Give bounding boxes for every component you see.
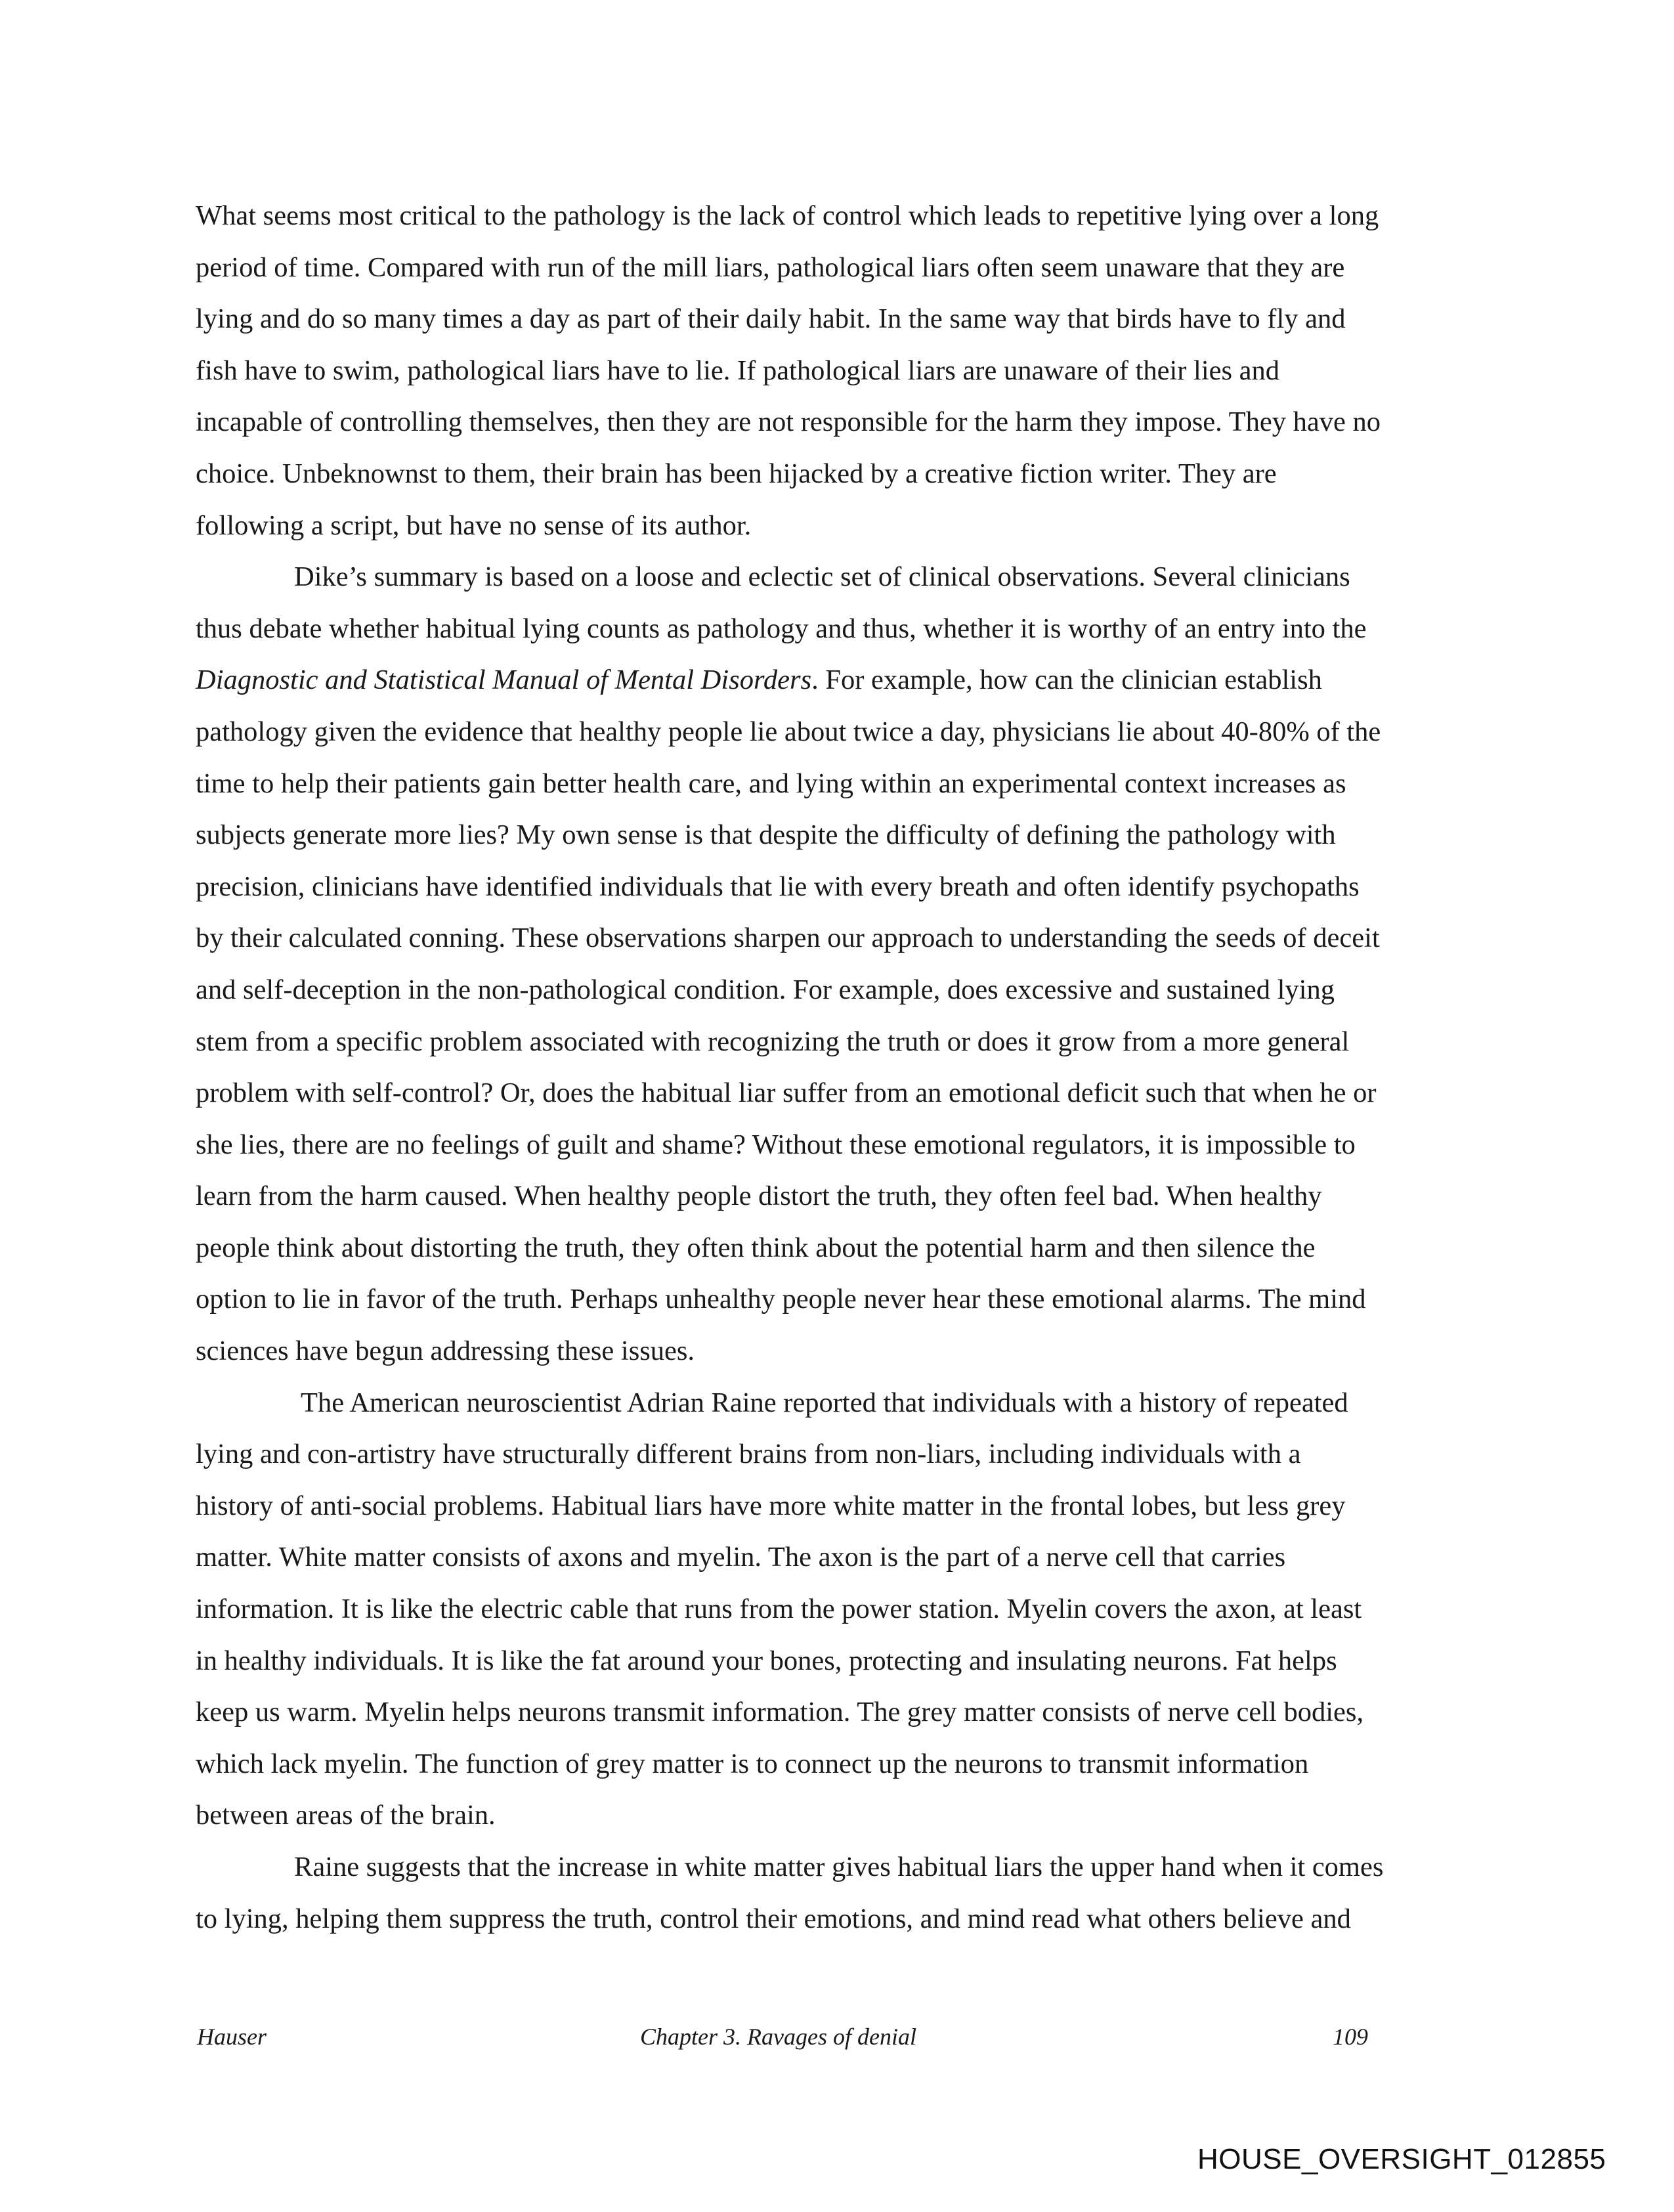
footer-page-number: 109 (1333, 2024, 1368, 2050)
text-line: keep us warm. Myelin helps neurons transmit information. The grey matter consists of nerve cell bodies, (196, 1697, 1364, 1728)
text-line: fish have to swim, pathological liars have to lie. If pathological liars are unaware of their lies and (196, 355, 1280, 386)
text-line: thus debate whether habitual lying counts as pathology and thus, whether it is worthy of an entry into the (196, 613, 1367, 644)
text-line: which lack myelin. The function of grey matter is to connect up the neurons to transmit information (196, 1748, 1309, 1779)
text-line: option to lie in favor of the truth. Perhaps unhealthy people never hear these emotional alarms. The mind (196, 1284, 1366, 1315)
text-line: problem with self-control? Or, does the habitual liar suffer from an emotional deficit such that when he or (196, 1077, 1377, 1109)
text-line: sciences have begun addressing these issues. (196, 1335, 695, 1367)
text-line: The American neuroscientist Adrian Raine reported that individuals with a history of repeated (301, 1387, 1348, 1418)
body-text (196, 190, 1482, 1945)
text-line (196, 655, 1482, 706)
text-line: What seems most critical to the pathology is the lack of control which leads to repetitive lying over a long (196, 200, 1379, 231)
text-line: history of anti-social problems. Habitual liars have more white matter in the frontal lobes, but less grey (196, 1490, 1346, 1521)
text-line: subjects generate more lies? My own sense is that despite the difficulty of defining the pathology with (196, 819, 1336, 851)
text-line: she lies, there are no feelings of guilt and shame? Without these emotional regulators, it is impossible to (196, 1129, 1356, 1160)
text-line: incapable of controlling themselves, then they are not responsible for the harm they impose. They have no (196, 406, 1381, 438)
text-line: and self-deception in the non-pathological condition. For example, does excessive and sustained lying (196, 974, 1335, 1005)
footer-chapter-title: Chapter 3. Ravages of denial (640, 2024, 916, 2050)
text-line: stem from a specific problem associated with recognizing the truth or does it grow from a more general (196, 1026, 1350, 1057)
document-id-stamp: HOUSE_OVERSIGHT_012855 (1197, 2143, 1606, 2175)
text-line: people think about distorting the truth, they often think about the potential harm and then silence the (196, 1232, 1316, 1263)
text-line: matter. White matter consists of axons and myelin. The axon is the part of a nerve cell that carries (196, 1542, 1286, 1573)
text-line: between areas of the brain. (196, 1800, 496, 1831)
text-line: learn from the harm caused. When healthy people distort the truth, they often feel bad. When healthy (196, 1181, 1322, 1212)
text-line-continuation: . For example, how can the clinician establish (811, 664, 1322, 696)
text-line: information. It is like the electric cable that runs from the power station. Myelin covers the axon, at least (196, 1594, 1362, 1625)
text-line: Raine suggests that the increase in white matter gives habitual liars the upper hand when it comes (294, 1852, 1384, 1882)
text-line: period of time. Compared with run of the mill liars, pathological liars often seem unaware that they are (196, 251, 1345, 283)
text-line: lying and do so many times a day as part of their daily habit. In the same way that birds have to fly and (196, 303, 1346, 335)
text-line: Dike’s summary is based on a loose and eclectic set of clinical observations. Several clinicians (294, 561, 1350, 593)
text-line: lying and con-artistry have structurally different brains from non-liars, including individuals with a (196, 1439, 1301, 1470)
text-line: by their calculated conning. These observations sharpen our approach to understanding the seeds of deceit (196, 922, 1380, 954)
text-line: in healthy individuals. It is like the fat around your bones, protecting and insulating neurons. Fat helps (196, 1645, 1337, 1676)
text-line: choice. Unbeknownst to them, their brain has been hijacked by a creative fiction writer. They are (196, 458, 1277, 489)
text-line: precision, clinicians have identified individuals that lie with every breath and often identify psychopaths (196, 871, 1360, 902)
text-line: following a script, but have no sense of its author. (196, 510, 752, 541)
text-line: pathology given the evidence that healthy people lie about twice a day, physicians lie about 40-80% of the (196, 716, 1381, 747)
text-line: time to help their patients gain better health care, and lying within an experimental context increases as (196, 768, 1346, 799)
text-line: to lying, helping them suppress the truth, control their emotions, and mind read what others believe and (196, 1903, 1351, 1934)
footer-author: Hauser (197, 2024, 267, 2050)
book-title: Diagnostic and Statistical Manual of Mental Disorders (196, 664, 812, 696)
